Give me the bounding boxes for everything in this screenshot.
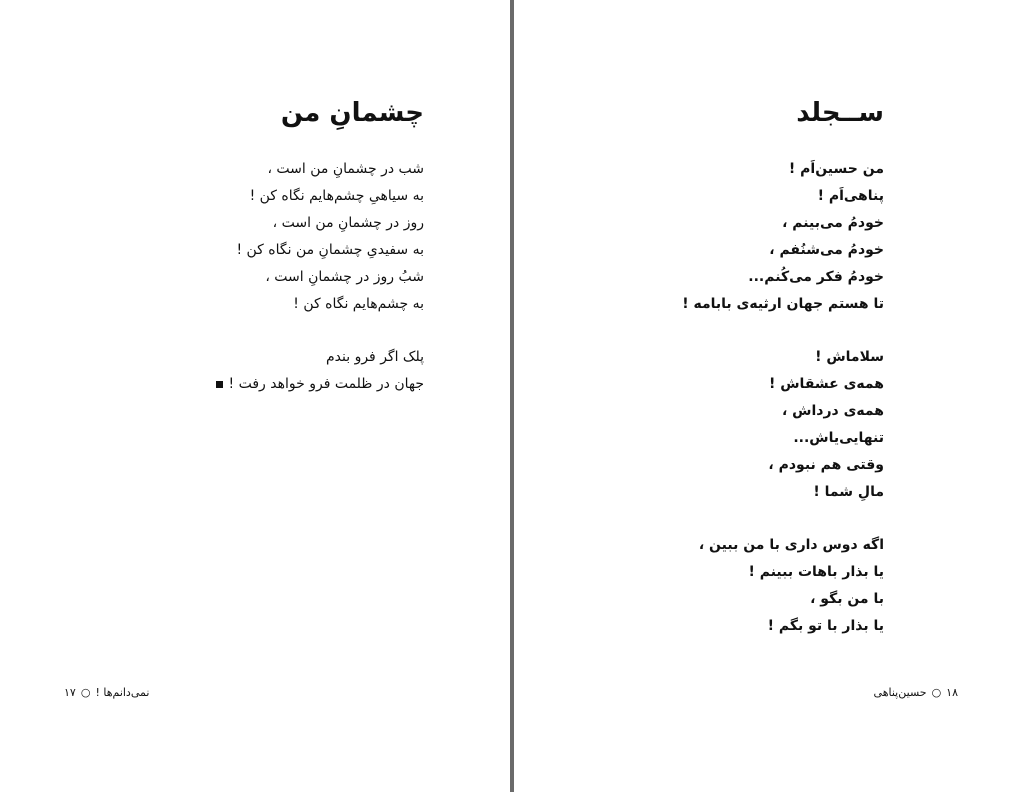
poem-line: خودمُ می‌بینم ، [782, 215, 884, 231]
poem-line: اگه دوس داری با من ببین ، [698, 537, 884, 553]
right-poem-title: ســجلد [796, 98, 884, 128]
poem-line: شب در چشمانِ من است ، [267, 161, 424, 177]
poem-line: همه‌ی عشقاش ! [768, 376, 884, 392]
poem-line: وقتی هم نبودم ، [768, 457, 884, 473]
right-poem [524, 96, 884, 640]
poem-line: خودمُ فکر می‌کُنم... [748, 269, 884, 285]
poem-line: مالِ شما ! [813, 484, 884, 500]
poem-line: روز در چشمانِ من است ، [272, 215, 424, 231]
circle-separator-icon: ○ [931, 686, 942, 699]
poem-line: پناهی‌اَم ! [817, 188, 884, 204]
left-page [0, 0, 510, 792]
poem-line: همه‌ی درداش ، [781, 403, 884, 419]
poem-line: پلک اگر فرو بندم [325, 349, 424, 365]
poem-line: یا بذار باهات ببینم ! [748, 564, 884, 580]
poem-line: به چشم‌هایم نگاه کن ! [293, 296, 424, 312]
poem-line-text: جهان در ظلمت فرو خواهد رفت ! [228, 376, 424, 392]
poem-line: تنهایی‌یاش... [793, 430, 884, 446]
page-number: ۱۸ [946, 686, 958, 699]
left-poem [84, 96, 424, 398]
poem-line: تا هستم جهان ارثیه‌ی بابامه ! [682, 296, 884, 312]
right-stanza-1 [524, 156, 884, 318]
poem-line-last [84, 371, 424, 398]
running-title: نمی‌دانم‌ها ! [95, 686, 150, 699]
poem-line: به سیاهیِ چشم‌هایم نگاه کن ! [249, 188, 424, 204]
left-poem-title: چشمانِ من [280, 98, 424, 128]
left-footer [64, 685, 149, 701]
page-number: ۱۷ [64, 686, 76, 699]
poem-line: به سفیدیِ چشمانِ من نگاه کن ! [236, 242, 424, 258]
poem-line: با من بگو ، [810, 591, 884, 607]
black-square-icon [216, 381, 223, 388]
poem-line: شبُ روز در چشمانِ است ، [265, 269, 424, 285]
poem-line: من حسین‌اَم ! [788, 161, 884, 177]
poem-line: خودمُ می‌شنُفم ، [769, 242, 884, 258]
poem-line: سلاماش ! [815, 349, 884, 365]
running-author: حسین‌پناهی [873, 686, 927, 699]
right-stanza-2 [524, 344, 884, 506]
left-stanza-2 [84, 344, 424, 398]
right-footer [874, 685, 958, 701]
left-stanza-1 [84, 156, 424, 318]
circle-separator-icon: ○ [80, 686, 91, 699]
poem-line: یا بذار با تو بگم ! [767, 618, 884, 634]
right-page [514, 0, 1024, 792]
right-stanza-3 [524, 532, 884, 640]
